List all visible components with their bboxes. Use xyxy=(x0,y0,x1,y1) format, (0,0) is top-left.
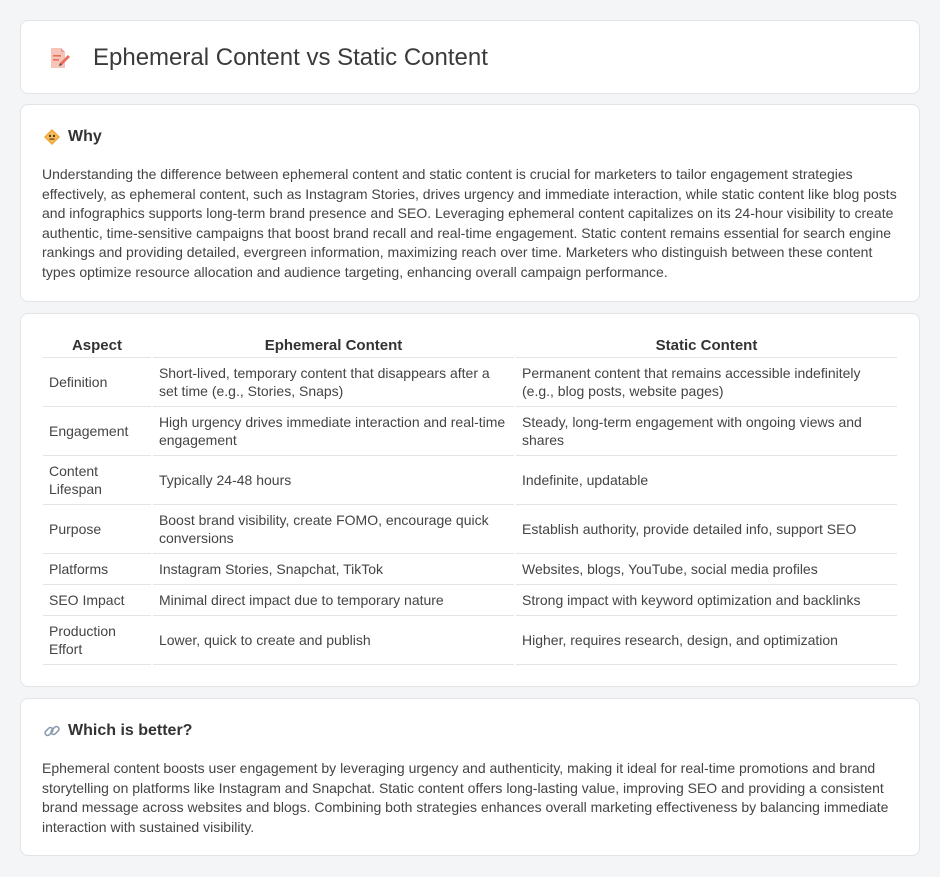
aspect-cell: Engagement xyxy=(43,407,151,456)
header-aspect: Aspect xyxy=(43,334,151,358)
ephemeral-cell: Typically 24-48 hours xyxy=(153,456,514,505)
static-cell: Strong impact with keyword optimization and backlinks xyxy=(516,585,897,616)
ephemeral-cell: Boost brand visibility, create FOMO, encourage quick conversions xyxy=(153,505,514,554)
ephemeral-cell: Instagram Stories, Snapchat, TikTok xyxy=(153,554,514,585)
table-row xyxy=(43,407,897,456)
ephemeral-cell: High urgency drives immediate interaction and real-time engagement xyxy=(153,407,514,456)
table-row xyxy=(43,358,897,407)
ephemeral-cell: Minimal direct impact due to temporary nature xyxy=(153,585,514,616)
why-text: Understanding the difference between ephemeral content and static content is crucial for marketers to tailor engagement strategies effectively, as ephemeral content, such as Instagram Stories, drives urgency and immediate interaction, while static content like blog posts and infographics supports long-term brand presence and SEO. Leveraging ephemeral content capitalizes on its 24-hour visibility to create authentic, time-sensitive campaigns that boost brand recall and real-time engagement. Static content remains essential for search engine rankings and providing detailed, evergreen information, maximizing reach over time. Marketers who distinguish between these content types optimize resource allocation and audience targeting, enhancing overall campaign performance. xyxy=(42,166,897,280)
link-icon xyxy=(43,722,61,740)
aspect-cell: Platforms xyxy=(43,554,151,585)
aspect-cell: Production Effort xyxy=(43,616,151,665)
static-cell: Steady, long-term engagement with ongoing views and shares xyxy=(516,407,897,456)
which-text: Ephemeral content boosts user engagement by leveraging urgency and authenticity, making it ideal for real-time promotions and brand storytelling on platforms like Instagram and Snapchat. Static content offers long-lasting value, improving SEO and providing a consistent brand message across websites and blogs. Combining both strategies enhances overall marketing effectiveness by balancing immediate interaction with sustained visibility. xyxy=(42,760,889,835)
why-section xyxy=(20,104,920,302)
document-pencil-icon xyxy=(47,46,71,70)
which-heading-row xyxy=(43,722,192,740)
warning-diamond-icon xyxy=(43,128,61,146)
static-cell: Establish authority, provide detailed info, support SEO xyxy=(516,505,897,554)
table-row xyxy=(43,616,897,665)
why-heading-row xyxy=(43,128,102,146)
table-row xyxy=(43,456,897,505)
which-heading: Which is better? xyxy=(68,722,193,739)
ephemeral-cell: Lower, quick to create and publish xyxy=(153,616,514,665)
table-row xyxy=(43,585,897,616)
aspect-cell: Content Lifespan xyxy=(43,456,151,505)
header-ephemeral: Ephemeral Content xyxy=(153,334,514,358)
table-header-row xyxy=(43,334,897,358)
which-section xyxy=(20,698,920,856)
comparison-table xyxy=(41,334,899,665)
header-static: Static Content xyxy=(516,334,897,358)
why-heading: Why xyxy=(68,128,102,145)
aspect-cell: Definition xyxy=(43,358,151,407)
table-row xyxy=(43,505,897,554)
aspect-cell: SEO Impact xyxy=(43,585,151,616)
aspect-cell: Purpose xyxy=(43,505,151,554)
static-cell: Permanent content that remains accessible indefinitely (e.g., blog posts, website pages) xyxy=(516,358,897,407)
ephemeral-cell: Short-lived, temporary content that disappears after a set time (e.g., Stories, Snaps) xyxy=(153,358,514,407)
static-cell: Websites, blogs, YouTube, social media profiles xyxy=(516,554,897,585)
static-cell: Indefinite, updatable xyxy=(516,456,897,505)
static-cell: Higher, requires research, design, and optimization xyxy=(516,616,897,665)
table-row xyxy=(43,554,897,585)
comparison-section xyxy=(20,313,920,687)
page-title: Ephemeral Content vs Static Content xyxy=(93,44,488,71)
title-card xyxy=(20,20,920,94)
